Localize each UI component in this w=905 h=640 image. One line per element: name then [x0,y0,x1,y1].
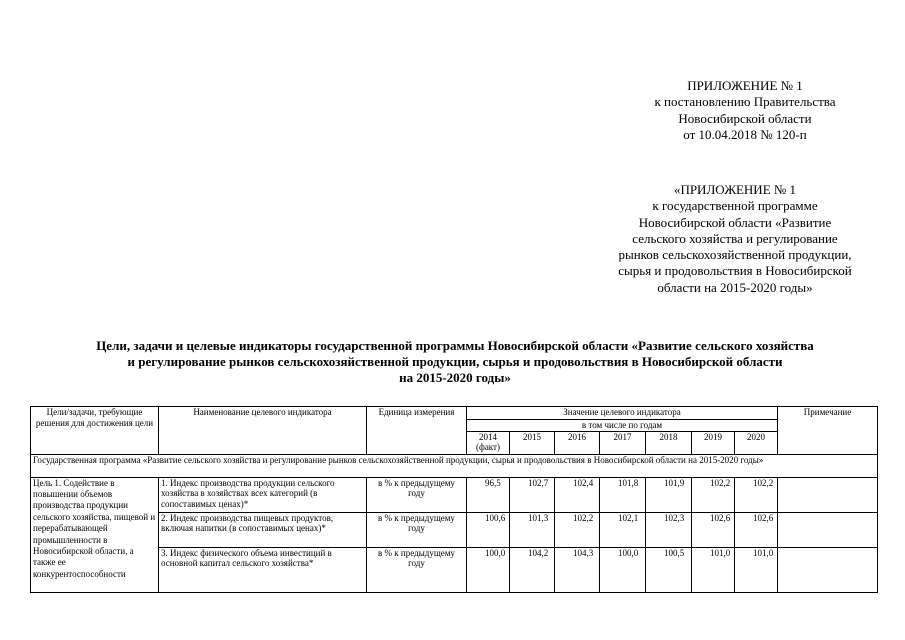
header-year: 2016 [555,431,600,454]
value-cell: 102,2 [692,477,735,512]
program-appendix-line: области на 2015-2020 годы» [657,279,813,295]
table-row [31,477,878,512]
indicators-table [30,406,878,593]
program-appendix-line: сырья и продовольствия в Новосибирской [618,263,852,279]
unit-cell: в % к предыдущему году [367,477,467,512]
header-year: 2017 [600,431,646,454]
document-title [20,338,890,386]
header-year: 2014 (факт) [467,431,510,454]
program-appendix-line: рынков сельскохозяйственной продукции, [618,247,852,263]
appendix-line: ПРИЛОЖЕНИЕ № 1 [687,78,803,93]
header-by-years: в том числе по годам [467,420,778,432]
indicator-cell: 1. Индекс производства продукции сельского хозяйства в хозяйствах всех категорий (в сопоставимых ценах)* [159,477,367,512]
program-appendix-header [585,182,885,296]
value-cell: 100,0 [600,547,646,592]
header-year: 2019 [692,431,735,454]
title-line: и регулирование рынков сельскохозяйственной продукции, сырья и продовольствия в Новосибирской области [127,354,783,369]
indicator-cell: 2. Индекс производства пищевых продуктов, включая напитки (в сопоставимых ценах)* [159,512,367,547]
table-row [31,512,878,547]
title-line: на 2015-2020 годы» [399,370,511,385]
header-unit: Единица измерения [367,407,467,455]
value-cell: 102,1 [600,512,646,547]
value-cell: 102,2 [555,512,600,547]
value-cell: 102,4 [555,477,600,512]
note-cell [778,512,878,547]
program-appendix-line: Новосибирской области «Развитие [638,214,832,230]
value-cell: 102,7 [510,477,555,512]
header-year: 2018 [646,431,692,454]
program-appendix-line: сельского хозяйства и регулирование [632,230,838,246]
table-row [31,547,878,592]
value-cell: 102,6 [735,512,778,547]
header-note: Примечание [778,407,878,455]
unit-cell: в % к предыдущему году [367,547,467,592]
value-cell: 100,0 [467,547,510,592]
value-cell: 102,6 [692,512,735,547]
header-value: Значение целевого индикатора [467,407,778,420]
header-indicator: Наименование целевого индикатора [159,407,367,455]
indicator-cell: 3. Индекс физического объема инвестиций в основной капитал сельского хозяйства* [159,547,367,592]
value-cell: 101,3 [510,512,555,547]
program-appendix-line: «ПРИЛОЖЕНИЕ № 1 [673,182,797,197]
appendix-line: от 10.04.2018 № 120-п [683,126,807,142]
goal-cell: Цель 1. Содействие в повышении объемов производства продукции сельского хозяйства, пищевой и перерабатывающей промышленности в Новосибирской области, а также ее конкурентоспособности [31,477,159,592]
value-cell: 101,0 [735,547,778,592]
appendix-line: к постановлению Правительства [654,94,836,110]
value-cell: 101,0 [692,547,735,592]
appendix-header [625,78,865,143]
title-line: Цели, задачи и целевые индикаторы государственной программы Новосибирской области «Развитие сельского хозяйства [96,338,814,353]
value-cell: 104,3 [555,547,600,592]
value-cell: 102,3 [646,512,692,547]
header-goals: Цели/задачи, требующие решения для достижения цели [31,407,159,455]
value-cell: 101,9 [646,477,692,512]
note-cell [778,547,878,592]
value-cell: 102,2 [735,477,778,512]
value-cell: 101,8 [600,477,646,512]
value-cell: 100,6 [467,512,510,547]
note-cell [778,477,878,512]
header-year: 2015 [510,431,555,454]
value-cell: 104,2 [510,547,555,592]
program-appendix-line: к государственной программе [652,198,818,214]
appendix-line: Новосибирской области [678,110,812,126]
header-year: 2020 [735,431,778,454]
program-row: Государственная программа «Развитие сельского хозяйства и регулирование рынков сельскохозяйственной продукции, сырья и продовольствия в Новосибирской области на 2015-2020 годы» [31,454,878,477]
value-cell: 100,5 [646,547,692,592]
unit-cell: в % к предыдущему году [367,512,467,547]
value-cell: 96,5 [467,477,510,512]
